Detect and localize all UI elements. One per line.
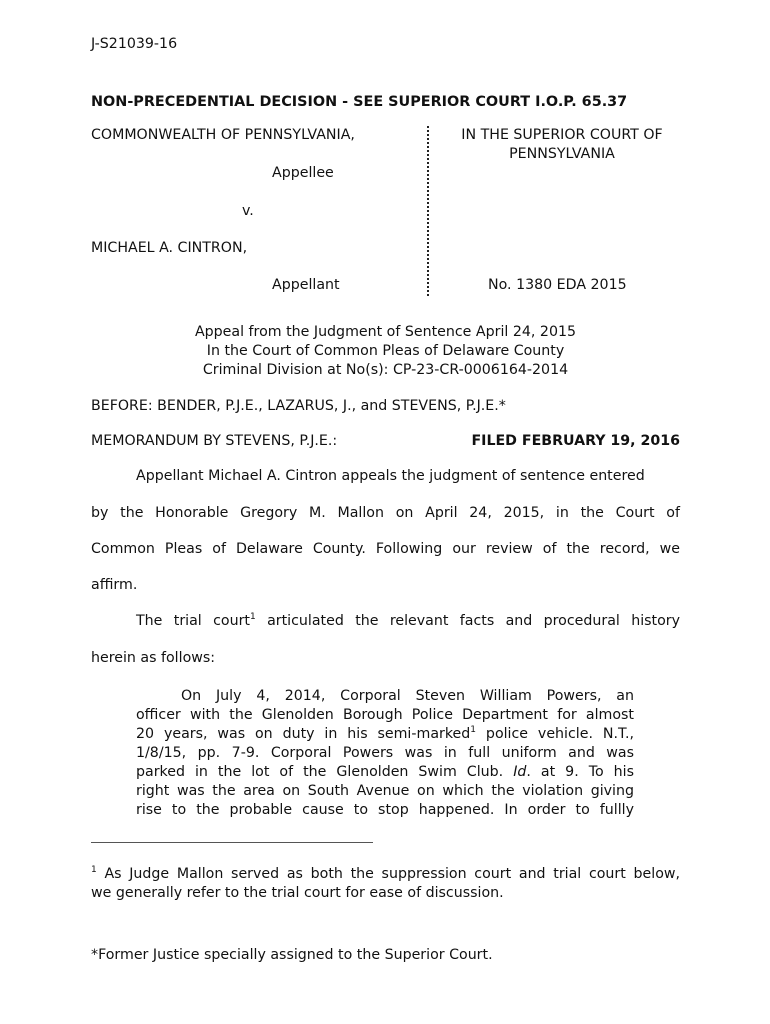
text-run: officer with the Glenolden Borough Police Department for almost (136, 707, 634, 723)
justified-line (136, 468, 680, 484)
text-run: Appellant Michael A. Cintron appeals the judgment of sentence entered (136, 468, 645, 484)
text-run: articulated the relevant facts and procedural history (255, 613, 681, 629)
text-run: rise to the probable cause to stop happened. In order to fullly (136, 802, 634, 818)
party-defendant: MICHAEL A. CINTRON, (91, 240, 248, 256)
text-run: As Judge Mallon served as both the suppression court and trial court below, (96, 866, 680, 882)
body-line: herein as follows: (91, 650, 216, 666)
nonprecedential-notice: NON-PRECEDENTIAL DECISION - SEE SUPERIOR COURT I.O.P. 65.37 (91, 94, 628, 110)
footnote-1-line: we generally refer to the trial court for ease of discussion. (91, 885, 504, 901)
footnote-star: *Former Justice specially assigned to the Superior Court. (91, 947, 493, 963)
text-run: 1/8/15, pp. 7-9. Corporal Powers was in full uniform and was (136, 745, 634, 761)
court-name-line1: IN THE SUPERIOR COURT OF (461, 127, 663, 143)
text-run: parked in the lot of the Glenolden Swim Club. (136, 764, 514, 780)
footnote-mark-1: 1 (91, 865, 97, 875)
body-line (136, 613, 680, 629)
quote-line (136, 763, 634, 782)
docket-code: J-S21039-16 (91, 36, 178, 52)
case-number: No. 1380 EDA 2015 (488, 277, 627, 293)
footnote-ref-quote: 1 (470, 725, 477, 735)
panel-before: BEFORE: BENDER, P.J.E., LAZARUS, J., and STEVENS, P.J.E.* (91, 398, 506, 414)
court-name-line2: PENNSYLVANIA (509, 146, 615, 162)
versus: v. (242, 203, 254, 219)
appeal-line2: In the Court of Common Pleas of Delaware County (206, 343, 565, 359)
memorandum-author: MEMORANDUM BY STEVENS, P.J.E.: (91, 433, 338, 449)
quote-line (136, 706, 634, 725)
text-run: by the Honorable Gregory M. Mallon on April 24, 2015, in the Court of (91, 505, 680, 521)
text-run: On July 4, 2014, Corporal Steven William Powers, an (181, 688, 634, 704)
text-run: The trial court (136, 613, 250, 629)
citation-id: Id (513, 764, 527, 780)
text-run (136, 725, 634, 744)
text-run: 20 years, was on duty in his semi-marked (136, 726, 471, 742)
appeal-line3: Criminal Division at No(s): CP-23-CR-0006164-2014 (202, 362, 569, 378)
quote-line (136, 725, 634, 744)
party-role-appellee: Appellee (272, 165, 334, 181)
text-run: Common Pleas of Delaware County. Following our review of the record, we (91, 541, 680, 557)
body-line (91, 505, 680, 521)
text-run (136, 763, 634, 782)
text-run: police vehicle. N.T., (476, 726, 634, 742)
party-role-appellant: Appellant (272, 277, 340, 293)
filed-date: FILED FEBRUARY 19, 2016 (471, 433, 680, 449)
quote-line (136, 744, 634, 763)
footnote-1-line (91, 866, 680, 882)
footnote-separator (91, 842, 373, 843)
body-line: affirm. (91, 577, 138, 593)
body-line (136, 468, 680, 484)
quote-line (136, 801, 634, 820)
quote-line (136, 687, 634, 706)
footnote-ref-1[interactable]: 1 (249, 612, 256, 622)
party-commonwealth: COMMONWEALTH OF PENNSYLVANIA, (91, 127, 355, 143)
quote-line (136, 782, 634, 801)
text-run: right was the area on South Avenue on which the violation giving (136, 783, 634, 799)
text-run (136, 613, 680, 629)
appeal-line1: Appeal from the Judgment of Sentence April 24, 2015 (194, 324, 577, 340)
body-line (91, 541, 680, 557)
text-run: . at 9. To his (526, 764, 635, 780)
caption-divider (427, 126, 429, 296)
text-run (91, 866, 680, 882)
